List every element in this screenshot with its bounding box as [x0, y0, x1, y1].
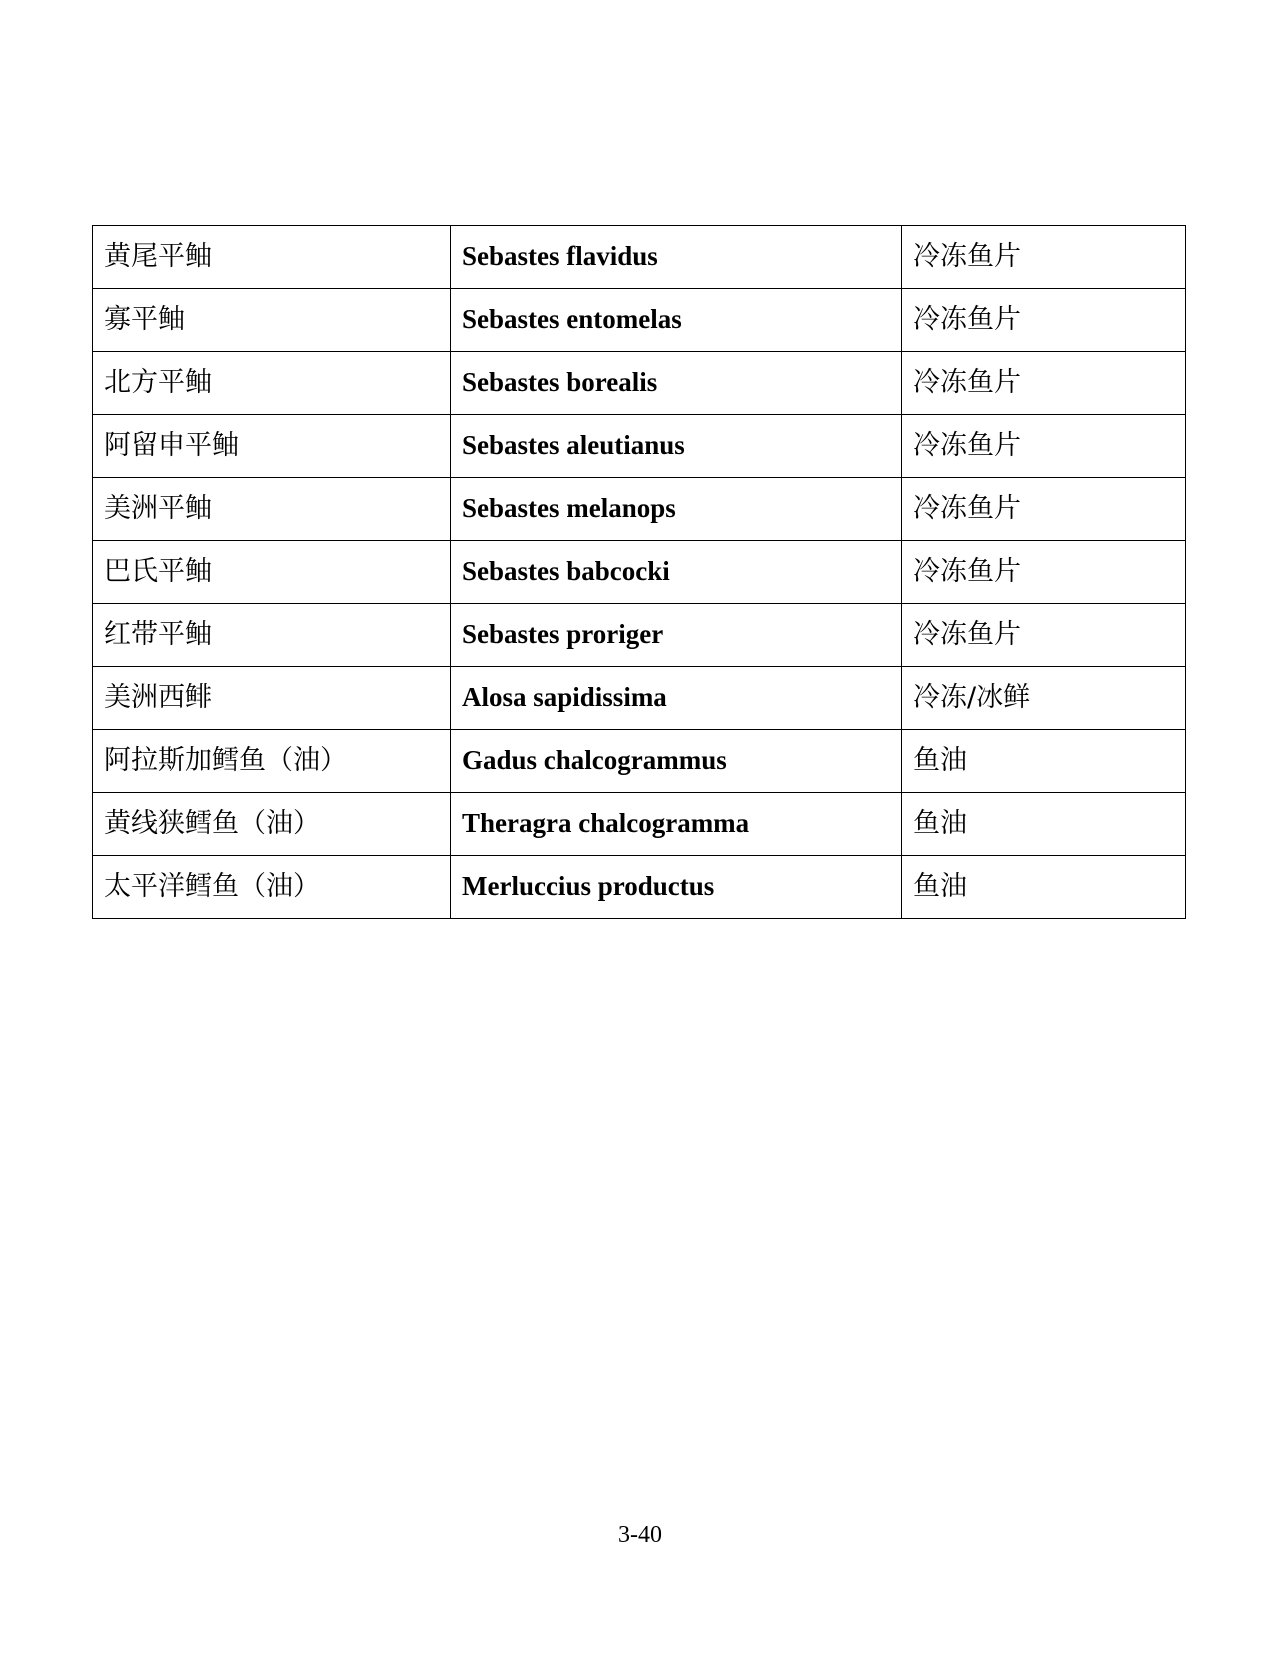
chinese-name-cell: 寡平鲉 — [93, 289, 451, 352]
scientific-name-cell: Sebastes aleutianus — [451, 415, 902, 478]
table-row — [93, 604, 1186, 667]
chinese-name-cell: 红带平鲉 — [93, 604, 451, 667]
table-row — [93, 226, 1186, 289]
chinese-name-cell: 太平洋鳕鱼（油） — [93, 856, 451, 919]
product-type-cell: 冷冻鱼片 — [902, 226, 1186, 289]
page-number: 3-40 — [618, 1522, 662, 1548]
scientific-name-cell: Sebastes entomelas — [451, 289, 902, 352]
chinese-name-cell: 北方平鲉 — [93, 352, 451, 415]
product-type-cell: 鱼油 — [902, 793, 1186, 856]
table-row — [93, 793, 1186, 856]
table-row — [93, 352, 1186, 415]
table-row — [93, 667, 1186, 730]
scientific-name-cell: Sebastes melanops — [451, 478, 902, 541]
chinese-name-cell: 巴氏平鲉 — [93, 541, 451, 604]
chinese-name-cell: 黄线狭鳕鱼（油） — [93, 793, 451, 856]
product-type-cell: 鱼油 — [902, 730, 1186, 793]
scientific-name-cell: Alosa sapidissima — [451, 667, 902, 730]
product-type-cell: 冷冻鱼片 — [902, 541, 1186, 604]
product-type-cell: 鱼油 — [902, 856, 1186, 919]
product-type-cell: 冷冻鱼片 — [902, 415, 1186, 478]
product-type-cell: 冷冻/冰鲜 — [902, 667, 1186, 730]
chinese-name-cell: 阿拉斯加鳕鱼（油） — [93, 730, 451, 793]
scientific-name-cell: Sebastes proriger — [451, 604, 902, 667]
chinese-name-cell: 美洲平鲉 — [93, 478, 451, 541]
table-row — [93, 415, 1186, 478]
chinese-name-cell: 黄尾平鲉 — [93, 226, 451, 289]
product-type-cell: 冷冻鱼片 — [902, 289, 1186, 352]
chinese-name-cell: 美洲西鲱 — [93, 667, 451, 730]
scientific-name-cell: Sebastes flavidus — [451, 226, 902, 289]
chinese-name-cell: 阿留申平鲉 — [93, 415, 451, 478]
product-type-cell: 冷冻鱼片 — [902, 478, 1186, 541]
scientific-name-cell: Theragra chalcogramma — [451, 793, 902, 856]
table-row — [93, 478, 1186, 541]
scientific-name-cell: Merluccius productus — [451, 856, 902, 919]
table-row — [93, 289, 1186, 352]
product-type-cell: 冷冻鱼片 — [902, 604, 1186, 667]
scientific-name-cell: Sebastes borealis — [451, 352, 902, 415]
scientific-name-cell: Sebastes babcocki — [451, 541, 902, 604]
table-row — [93, 730, 1186, 793]
product-type-cell: 冷冻鱼片 — [902, 352, 1186, 415]
table-row — [93, 856, 1186, 919]
species-table — [92, 225, 1186, 919]
table-row — [93, 541, 1186, 604]
scientific-name-cell: Gadus chalcogrammus — [451, 730, 902, 793]
